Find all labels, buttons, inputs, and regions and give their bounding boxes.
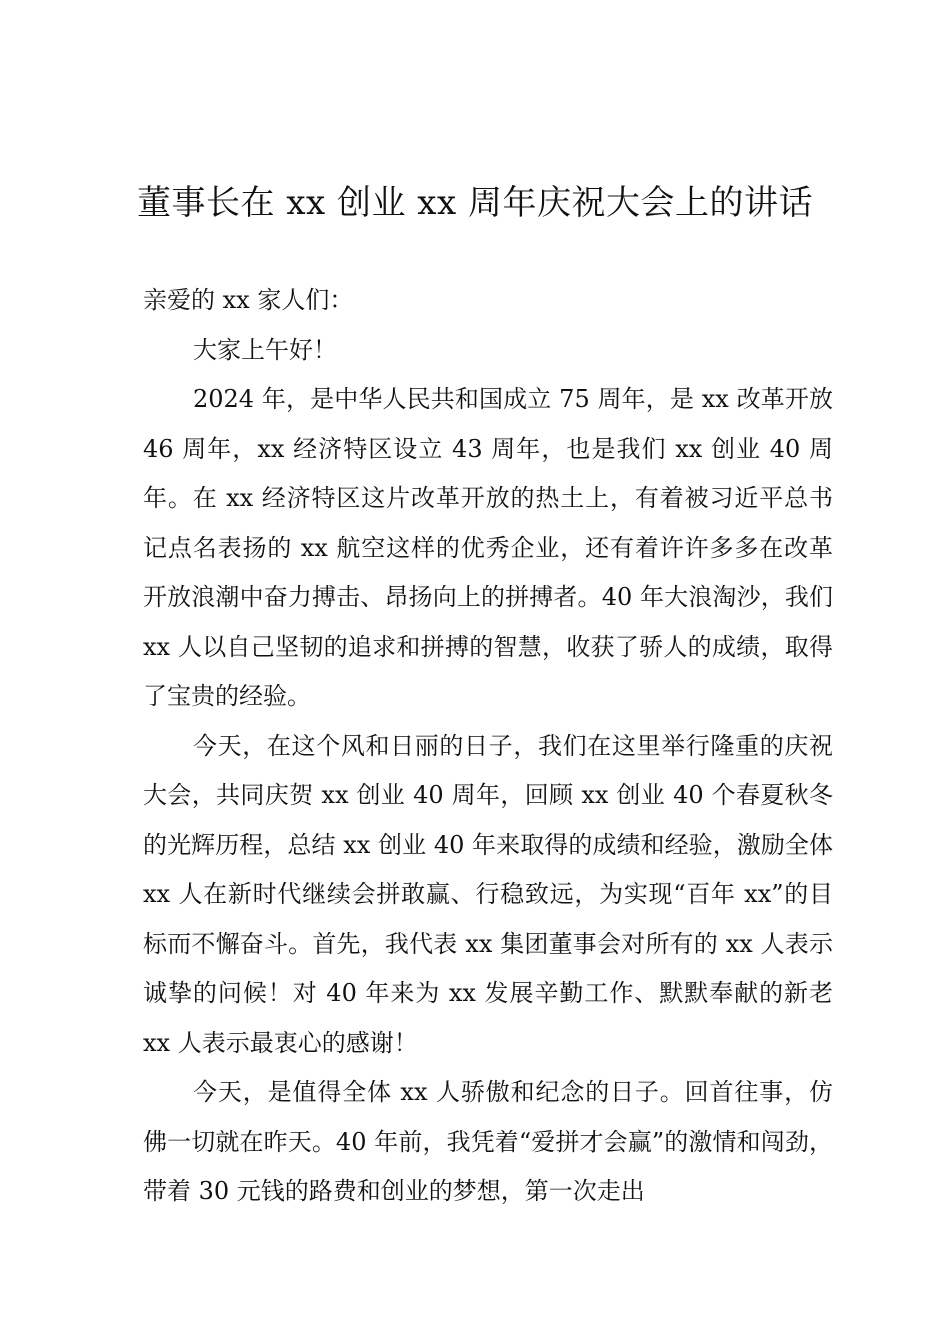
paragraph-reflection: 今天，是值得全体 xx 人骄傲和纪念的日子。回首往事，仿佛一切就在昨天。40 年前，我凭着“爱拼才会赢”的激情和闯劲，带着 30 元钱的路费和创业的梦想，第一次走出 [143,1078,833,1205]
paragraph-greeting: 大家上午好！ [193,335,337,364]
salutation: 亲爱的 xx 家人们： [143,286,354,314]
paragraph-celebration: 今天，在这个风和日丽的日子，我们在这里举行隆重的庆祝大会，共同庆贺 xx 创业 40 周年，回顾 xx 创业 40 个春夏秋冬的光辉历程，总结 xx 创业 40 年来取得的成绩和经验，激励全体 xx 人在新时代继续会拼敢赢、行稳致远，为实现“百年 xx”的目标而不懈奋斗。首先，我代表 xx 集团董事会对所有的 xx 人表示诚挚的问候！对 40 年来为 xx 发展辛勤工作、默默奉献的新老 xx 人表示最衷心的感谢！ [143,731,833,1057]
document-title: 董事长在 xx 创业 xx 周年庆祝大会上的讲话 [137,183,813,223]
paragraph-anniversary-context: 2024 年，是中华人民共和国成立 75 周年，是 xx 改革开放 46 周年，xx 经济特区设立 43 周年，也是我们 xx 创业 40 周年。在 xx 经济特区这片改革开放的热土上，有着被习近平总书记点名表扬的 xx 航空这样的优秀企业，还有着许许多多在改革开放浪潮中奋力搏击、昂扬向上的拼搏者。40 年大浪淘沙，我们 xx 人以自己坚韧的追求和拼搏的智慧，收获了骄人的成绩，取得了宝贵的经验。 [143,385,833,710]
document-body [143,276,833,1217]
